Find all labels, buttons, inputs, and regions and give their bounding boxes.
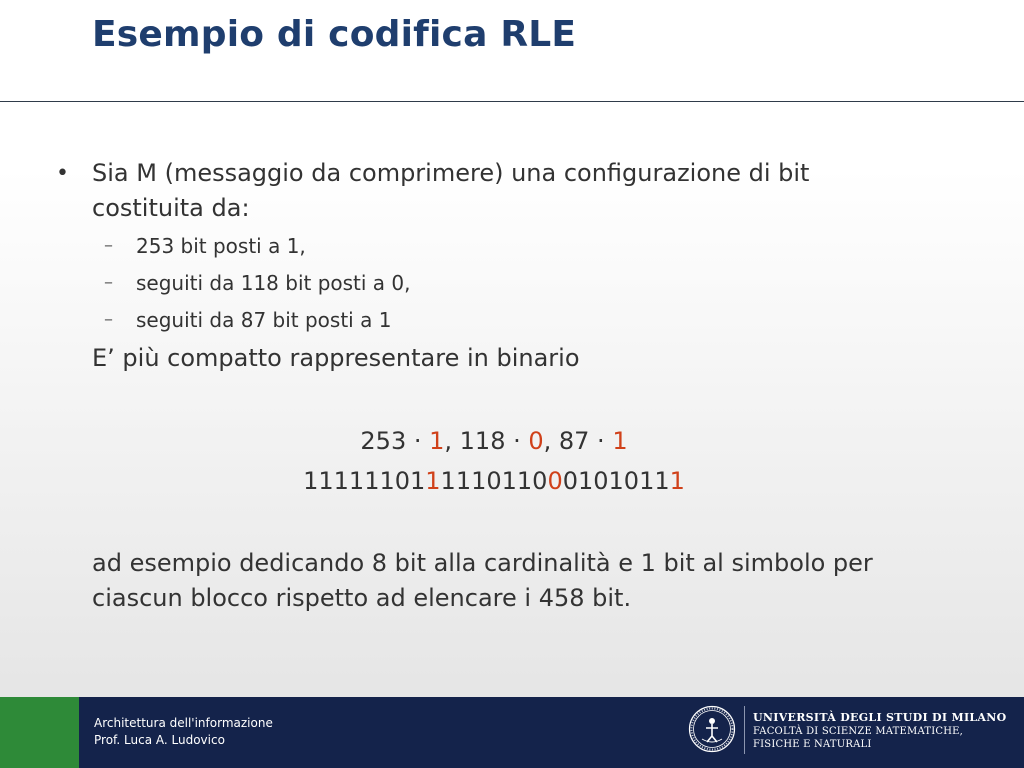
sub-item-dash: –: [104, 309, 113, 330]
footer-accent-block: [0, 697, 79, 768]
sub-item-dash: –: [104, 235, 113, 256]
sub-item: seguiti da 118 bit posti a 0,: [136, 271, 411, 295]
footer-divider: [744, 706, 745, 754]
binary-count: 11111101: [303, 467, 426, 495]
bullet-marker: •: [56, 161, 69, 186]
binary-count: 1110110: [440, 467, 548, 495]
formula-symbol: 1: [612, 427, 628, 455]
university-wordmark: [753, 710, 1007, 751]
formula-symbol: 1: [429, 427, 445, 455]
binary-symbol: 1: [669, 467, 685, 495]
bullet-text-line-1: Sia M (messaggio da comprimere) una configurazione di bit: [92, 159, 810, 187]
formula-part: , 118 ·: [444, 427, 529, 455]
explanation-line-2: ciascun blocco rispetto ad elencare i 458 bit.: [92, 584, 632, 612]
faculty-line-1: FACOLTÀ DI SCIENZE MATEMATICHE,: [753, 726, 964, 737]
binary-symbol: 0: [547, 467, 563, 495]
binary-count: 0101011: [562, 467, 670, 495]
sub-item-dash: –: [104, 272, 113, 293]
slide-title: Esempio di codifica RLE: [92, 14, 577, 55]
university-seal-icon: [688, 705, 736, 753]
course-name: Architettura dell'informazione: [94, 716, 273, 730]
professor-name: Prof. Luca A. Ludovico: [94, 733, 225, 747]
binary-encoding: [0, 464, 988, 499]
sub-item: 253 bit posti a 1,: [136, 234, 306, 258]
rle-formula: [0, 424, 988, 459]
title-divider: [0, 101, 1024, 102]
explanation-line-1: ad esempio dedicando 8 bit alla cardinalità e 1 bit al simbolo per: [92, 549, 873, 577]
compact-text: E’ più compatto rappresentare in binario: [92, 344, 580, 372]
formula-part: , 87 ·: [543, 427, 613, 455]
footer-course-info: [94, 715, 273, 749]
bullet-text-line-2: costituita da:: [92, 194, 250, 222]
binary-symbol: 1: [425, 467, 441, 495]
slide-footer: [0, 697, 1024, 768]
faculty-line-2: FISICHE E NATURALI: [753, 739, 872, 750]
university-name: UNIVERSITÀ DEGLI STUDI DI MILANO: [753, 711, 1007, 724]
formula-symbol: 0: [528, 427, 544, 455]
formula-part: 253 ·: [360, 427, 430, 455]
sub-item: seguiti da 87 bit posti a 1: [136, 308, 392, 332]
